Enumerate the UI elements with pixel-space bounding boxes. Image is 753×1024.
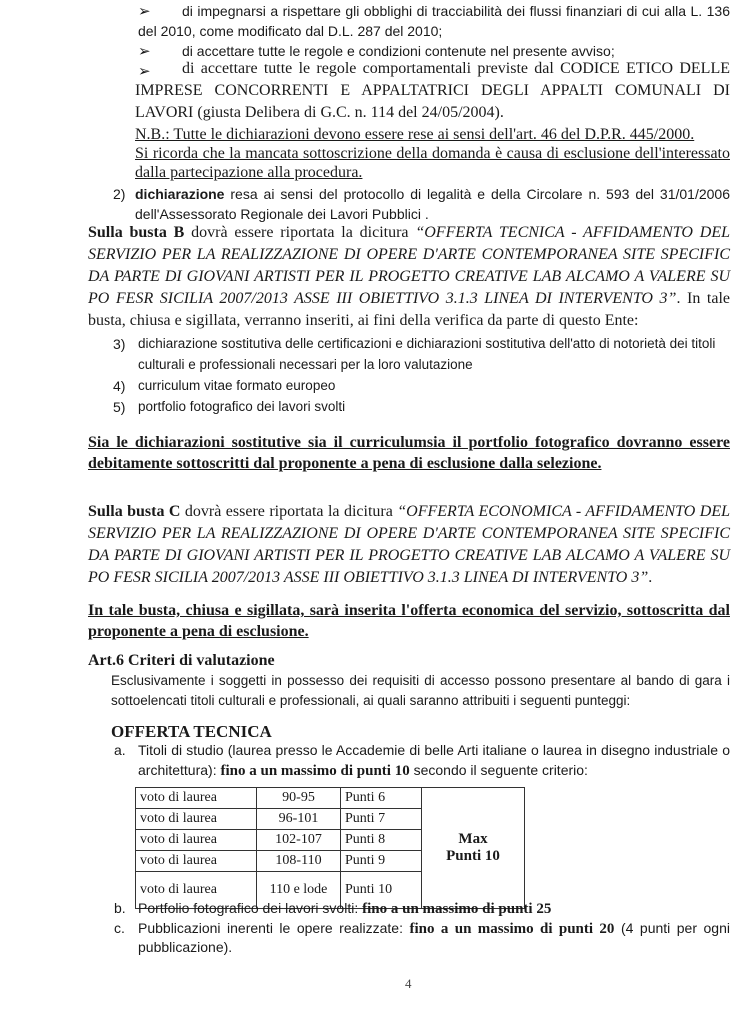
table-cell-max xyxy=(422,788,525,909)
table-row xyxy=(136,788,525,809)
table-cell-label: voto di laurea xyxy=(136,830,257,851)
list-item-text: LAVORI (giusta Delibera di G.C. n. 114 del 24/05/2004). xyxy=(135,104,504,121)
exclusion-warning: Si ricorda che la mancata sottoscrizione della domanda è causa di esclusione dell'interessato xyxy=(135,145,730,162)
section-intro: sottoelencati titoli culturali e professionali, ai quali saranno attribuiti i seguenti punteggi: xyxy=(111,693,631,708)
busta-b-warning: debitamente sottoscritti dal proponente a pena di esclusione dalla selezione. xyxy=(88,455,602,472)
offerta-tecnica-heading: OFFERTA TECNICA xyxy=(111,722,272,741)
busta-b-paragraph: DA PARTE DI GIOVANI ARTISTI PER IL PROGETTO CREATIVE LAB ALCAMO A VALERE SU xyxy=(88,268,730,285)
list-item-text: dell'Assessorato Regionale dei Lavori Pubblici . xyxy=(135,206,429,222)
section-intro: Esclusivamente i soggetti in possesso dei requisiti di accesso possono presentare al bando di gara i xyxy=(111,673,730,688)
section-title: Art.6 Criteri di valutazione xyxy=(88,652,275,669)
list-item-text: dichiarazione resa ai sensi del protocollo di legalità e della Circolare n. 593 del 31/01/2006 xyxy=(135,186,730,202)
grading-table xyxy=(135,787,525,909)
table-cell-label: voto di laurea xyxy=(136,788,257,809)
table-cell-range: 96-101 xyxy=(257,809,341,830)
table-cell-range: 102-107 xyxy=(257,830,341,851)
list-item-text: dichiarazione sostitutiva delle certificazioni e dichiarazioni sostitutiva dell'atto di notorietà dei titoli xyxy=(138,336,716,351)
busta-c-paragraph: DA PARTE DI GIOVANI ARTISTI PER IL PROGETTO CREATIVE LAB ALCAMO A VALERE SU xyxy=(88,547,730,564)
criteria-item-text: Portfolio fotografico dei lavori svolti: fino a un massimo di punti 25 xyxy=(138,900,552,917)
table-cell-points: Punti 10 xyxy=(341,872,422,909)
nb-note: N.B.: Tutte le dichiarazioni devono essere rese ai sensi dell'art. 46 del D.P.R. 445/2000. xyxy=(135,126,695,143)
table-cell-range: 90-95 xyxy=(257,788,341,809)
table-cell-range: 108-110 xyxy=(257,851,341,872)
busta-c-paragraph: Sulla busta C dovrà essere riportata la dicitura “OFFERTA ECONOMICA - AFFIDAMENTO DEL xyxy=(88,503,730,520)
list-letter: c. xyxy=(114,920,125,936)
arrow-bullet-icon: ➢ xyxy=(138,2,151,20)
arrow-bullet-icon: ➢ xyxy=(138,42,151,60)
table-cell-label: voto di laurea xyxy=(136,872,257,909)
list-letter: a. xyxy=(114,742,126,758)
busta-b-paragraph: Sulla busta B dovrà essere riportata la dicitura “OFFERTA TECNICA - AFFIDAMENTO DEL xyxy=(88,224,731,241)
busta-b-warning: Sia le dichiarazioni sostitutive sia il curriculumsia il portfolio fotografico dovranno essere xyxy=(88,434,730,451)
busta-c-paragraph: SERVIZIO PER LA REALIZZAZIONE DI OPERE D'ARTE CONTEMPORANEA SITE SPECIFIC xyxy=(88,525,730,542)
table-cell-label: voto di laurea xyxy=(136,809,257,830)
list-item-text: IMPRESE CONCORRENTI E APPALTATRICI DEGLI APPALTI COMUNALI DI xyxy=(135,82,730,99)
table-cell-label: voto di laurea xyxy=(136,851,257,872)
page-number: 4 xyxy=(405,976,412,991)
criteria-item-text: pubblicazione). xyxy=(138,939,233,955)
busta-b-paragraph: SERVIZIO PER LA REALIZZAZIONE DI OPERE D'ARTE CONTEMPORANEA SITE SPECIFIC xyxy=(88,246,730,263)
list-item-text: di accettare tutte le regole e condizioni contenute nel presente avviso; xyxy=(182,43,615,59)
criteria-item-text: architettura): fino a un massimo di punti 10 secondo il seguente criterio: xyxy=(138,762,588,779)
list-item-text: del 2010, come modificato dal D.L. 287 del 2010; xyxy=(138,23,443,39)
busta-b-paragraph: PO FESR SICILIA 2007/2013 ASSE III OBIETTIVO 3.1.3 LINEA DI INTERVENTO 3”. In tale xyxy=(88,290,730,307)
table-cell-points: Punti 9 xyxy=(341,851,422,872)
arrow-bullet-icon: ➢ xyxy=(138,62,151,80)
table-cell-points: Punti 7 xyxy=(341,809,422,830)
criteria-item-text: Titoli di studio (laurea presso le Accademie di belle Arti italiane o laurea in disegno industriale o xyxy=(138,742,730,758)
busta-b-paragraph: busta, chiusa e sigillata, verranno inseriti, ai fini della verifica da parte di questo Ente: xyxy=(88,312,639,329)
list-item-text: curriculum vitae formato europeo xyxy=(138,378,336,393)
max-points: Punti 10 xyxy=(446,848,500,864)
list-number: 4) xyxy=(113,378,126,394)
busta-c-paragraph: PO FESR SICILIA 2007/2013 ASSE III OBIETTIVO 3.1.3 LINEA DI INTERVENTO 3”. xyxy=(88,569,653,586)
criteria-item-text: Pubblicazioni inerenti le opere realizzate: fino a un massimo di punti 20 (4 punti per ogni xyxy=(138,920,730,937)
list-number: 5) xyxy=(113,399,126,415)
busta-c-warning: proponente a pena di esclusione. xyxy=(88,623,309,640)
table-cell-points: Punti 8 xyxy=(341,830,422,851)
list-number: 2) xyxy=(113,186,126,202)
exclusion-warning: dalla partecipazione alla procedura. xyxy=(135,164,363,181)
list-item-text: di impegnarsi a rispettare gli obblighi di tracciabilità dei flussi finanziari di cui alla L. 136 xyxy=(182,3,730,19)
list-item-text: di accettare tutte le regole comportamentali previste dal CODICE ETICO DELLE xyxy=(182,60,730,77)
busta-c-warning: In tale busta, chiusa e sigillata, sarà inserita l'offerta economica del servizio, sottoscritta dal xyxy=(88,602,730,619)
table-cell-points: Punti 6 xyxy=(341,788,422,809)
list-letter: b. xyxy=(114,900,126,916)
list-number: 3) xyxy=(113,336,126,352)
max-label: Max xyxy=(458,831,488,847)
table-cell-range: 110 e lode xyxy=(257,872,341,909)
list-item-text: portfolio fotografico dei lavori svolti xyxy=(138,399,346,414)
list-item-text: culturali e professionali necessari per la loro valutazione xyxy=(138,357,473,372)
